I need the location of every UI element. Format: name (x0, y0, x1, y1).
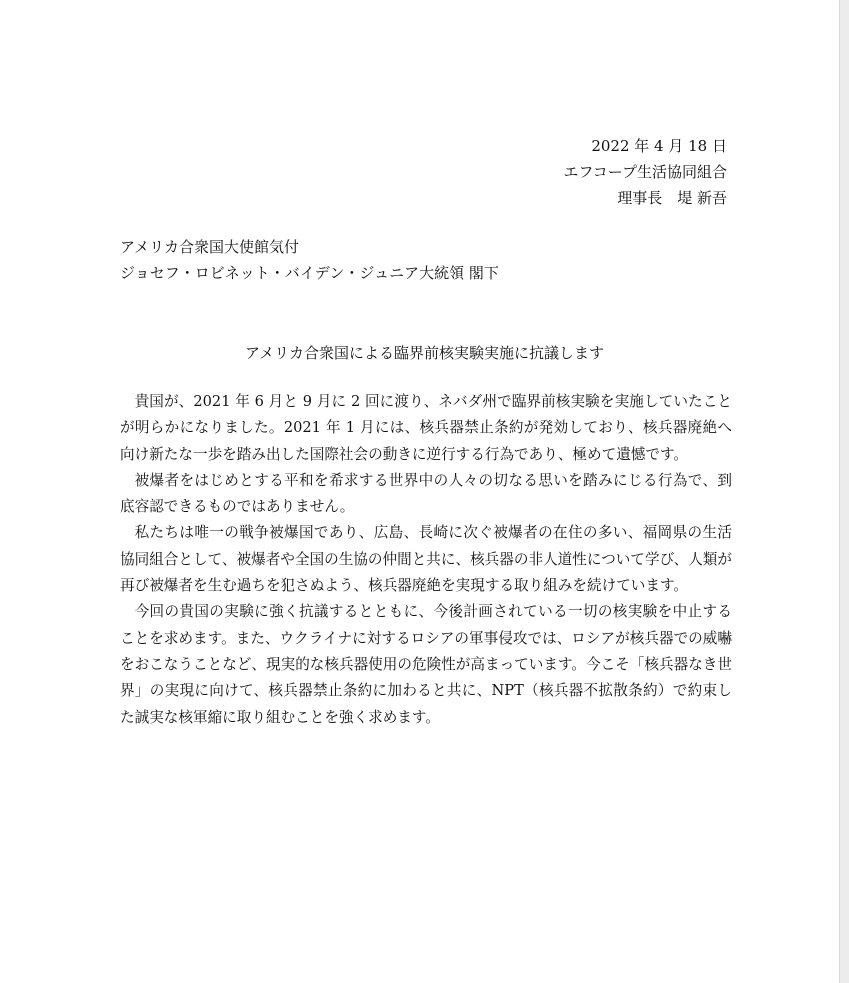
viewer-scroll-edge (839, 0, 849, 983)
body-paragraph: 今回の貴国の実験に強く抗議するとともに、今後計画されている一切の核実験を中止することを求めます。また、ウクライナに対するロシアの軍事侵攻では、ロシアが核兵器での威嚇をおこなうことなど、現実的な核兵器使用の危険性が高まっています。今こそ「核兵器なき世界」の実現に向けて、核兵器禁止条約に加わると共に、NPT（核兵器不拡散条約）で約束した誠実な核軍縮に取り組むことを強く求めます。 (120, 603, 732, 726)
recipient-block (120, 234, 499, 286)
body-paragraph: 私たちは唯一の戦争被爆国であり、広島、長崎に次ぐ被爆者の在住の多い、福岡県の生活協同組合として、被爆者や全国の生協の仲間と共に、核兵器の非人道性について学び、人類が再び被爆者を生む過ちを犯さぬよう、核兵器廃絶を実現する取り組みを続けています。 (120, 524, 732, 595)
sender-signatory: 理事長 堤 新吾 (617, 189, 727, 207)
recipient-name: ジョセフ・ロビネット・バイデン・ジュニア大統領 閣下 (120, 264, 499, 282)
letter-body (120, 389, 732, 731)
sender-block (563, 133, 727, 211)
body-paragraph: 貴国が、2021 年 6 月と 9 月に 2 回に渡り、ネバダ州で臨界前核実験を実施していたことが明らかになりました。2021 年 1 月には、核兵器禁止条約が発効しており、核兵器廃絶へ向け新たな一歩を踏み出した国際社会の動きに逆行する行為であり、極めて遺憾です。 (120, 393, 732, 463)
body-paragraph: 被爆者をはじめとする平和を希求する世界中の人々の切なる思いを踏みにじる行為で、到底容認できるものではありません。 (120, 471, 732, 516)
letter-date: 2022 年 4 月 18 日 (591, 137, 727, 155)
sender-organization: エフコープ生活協同組合 (563, 163, 727, 181)
letter-title: アメリカ合衆国による臨界前核実験実施に抗議します (245, 344, 604, 362)
recipient-address: アメリカ合衆国大使館気付 (120, 238, 299, 256)
